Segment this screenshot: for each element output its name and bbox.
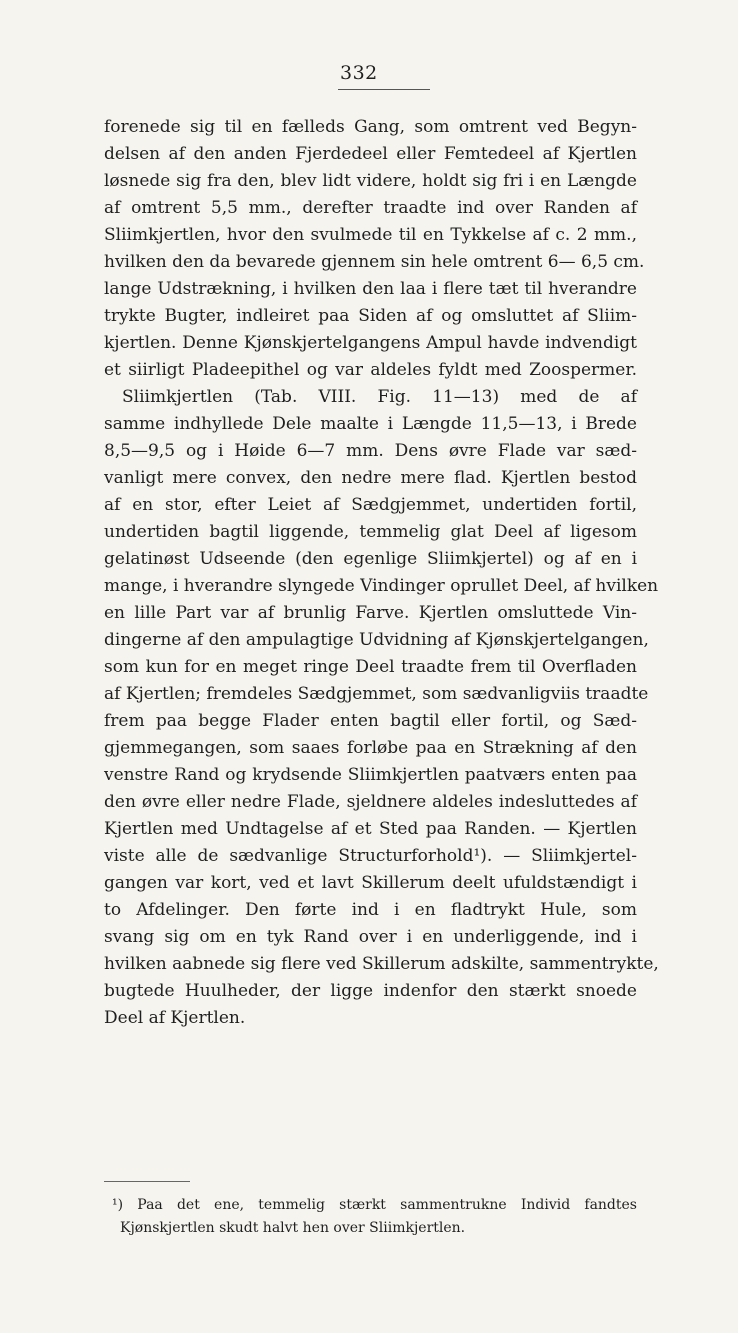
footnote-line: Kjønskjertlen skudt halvt hen over Sliimkjertlen.: [120, 1220, 466, 1236]
body-line: lange Udstrækning, i hvilken den laa i flere tæt til hverandre: [104, 279, 637, 299]
body-line: kjertlen. Denne Kjønskjertelgangens Ampul havde indvendigt: [104, 333, 637, 353]
body-line: mange, i hverandre slyngede Vindinger oprullet Deel, af hvilken: [104, 576, 659, 596]
body-line: af en stor, efter Leiet af Sædgjemmet, undertiden fortil,: [104, 495, 637, 515]
body-line: Sliimkjertlen, hvor den svulmede til en Tykkelse af c. 2 mm.,: [104, 225, 637, 245]
body-line: af Kjertlen; fremdeles Sædgjemmet, som sædvanligviis traadte: [104, 684, 649, 704]
body-line: den øvre eller nedre Flade, sjeldnere aldeles indesluttedes af: [104, 792, 637, 812]
body-line: løsnede sig fra den, blev lidt videre, holdt sig fri i en Længde: [104, 171, 637, 191]
body-line: samme indhyllede Dele maalte i Længde 11,5—13, i Brede: [104, 414, 637, 434]
body-line: svang sig om en tyk Rand over i en underliggende, ind i: [104, 927, 637, 947]
body-line: trykte Bugter, indleiret paa Siden af og omsluttet af Sliim-: [104, 306, 637, 326]
body-line: Deel af Kjertlen.: [104, 1008, 246, 1028]
footnote-line: ¹) Paa det ene, temmelig stærkt sammentrukne Individ fandtes: [112, 1197, 637, 1213]
body-line: et siirligt Pladeepithel og var aldeles fyldt med Zoospermer.: [104, 360, 637, 380]
body-line: gjemmegangen, som saaes forløbe paa en Strækning af den: [104, 738, 637, 758]
page-number-rule: [338, 89, 430, 90]
body-line: vanligt mere convex, den nedre mere flad. Kjertlen bestod: [104, 468, 637, 488]
body-line: frem paa begge Flader enten bagtil eller fortil, og Sæd-: [104, 711, 637, 731]
body-line: en lille Part var af brunlig Farve. Kjertlen omsluttede Vin-: [104, 603, 637, 623]
body-line: hvilken aabnede sig flere ved Skillerum adskilte, sammentrykte,: [104, 954, 659, 974]
footnote-rule: [104, 1181, 190, 1182]
body-line: venstre Rand og krydsende Sliimkjertlen paatværs enten paa: [104, 765, 637, 785]
body-line: forenede sig til en fælleds Gang, som omtrent ved Begyn-: [104, 117, 637, 137]
body-line: bugtede Huulheder, der ligge indenfor den stærkt snoede: [104, 981, 637, 1001]
body-line: gangen var kort, ved et lavt Skillerum deelt ufuldstændigt i: [104, 873, 637, 893]
body-line: to Afdelinger. Den førte ind i en fladtrykt Hule, som: [104, 900, 637, 920]
body-line: som kun for en meget ringe Deel traadte frem til Overfladen: [104, 657, 637, 677]
body-line: Kjertlen med Undtagelse af et Sted paa Randen. — Kjertlen: [104, 819, 637, 839]
body-line: Sliimkjertlen (Tab. VIII. Fig. 11—13) med de af: [122, 387, 637, 407]
body-line: viste alle de sædvanlige Structurforhold¹). — Sliimkjertel-: [104, 846, 637, 866]
body-line: af omtrent 5,5 mm., derefter traadte ind over Randen af: [104, 198, 637, 218]
body-line: 8,5—9,5 og i Høide 6—7 mm. Dens øvre Flade var sæd-: [104, 441, 637, 461]
body-line: delsen af den anden Fjerdedeel eller Femtedeel af Kjertlen: [104, 144, 637, 164]
body-line: undertiden bagtil liggende, temmelig glat Deel af ligesom: [104, 522, 637, 542]
body-line: gelatinøst Udseende (den egenlige Sliimkjertel) og af en i: [104, 549, 637, 569]
body-line: dingerne af den ampulagtige Udvidning af Kjønskjertelgangen,: [104, 630, 649, 650]
page-number: 332: [340, 62, 378, 84]
body-line: hvilken den da bevarede gjennem sin hele omtrent 6— 6,5 cm.: [104, 252, 645, 272]
